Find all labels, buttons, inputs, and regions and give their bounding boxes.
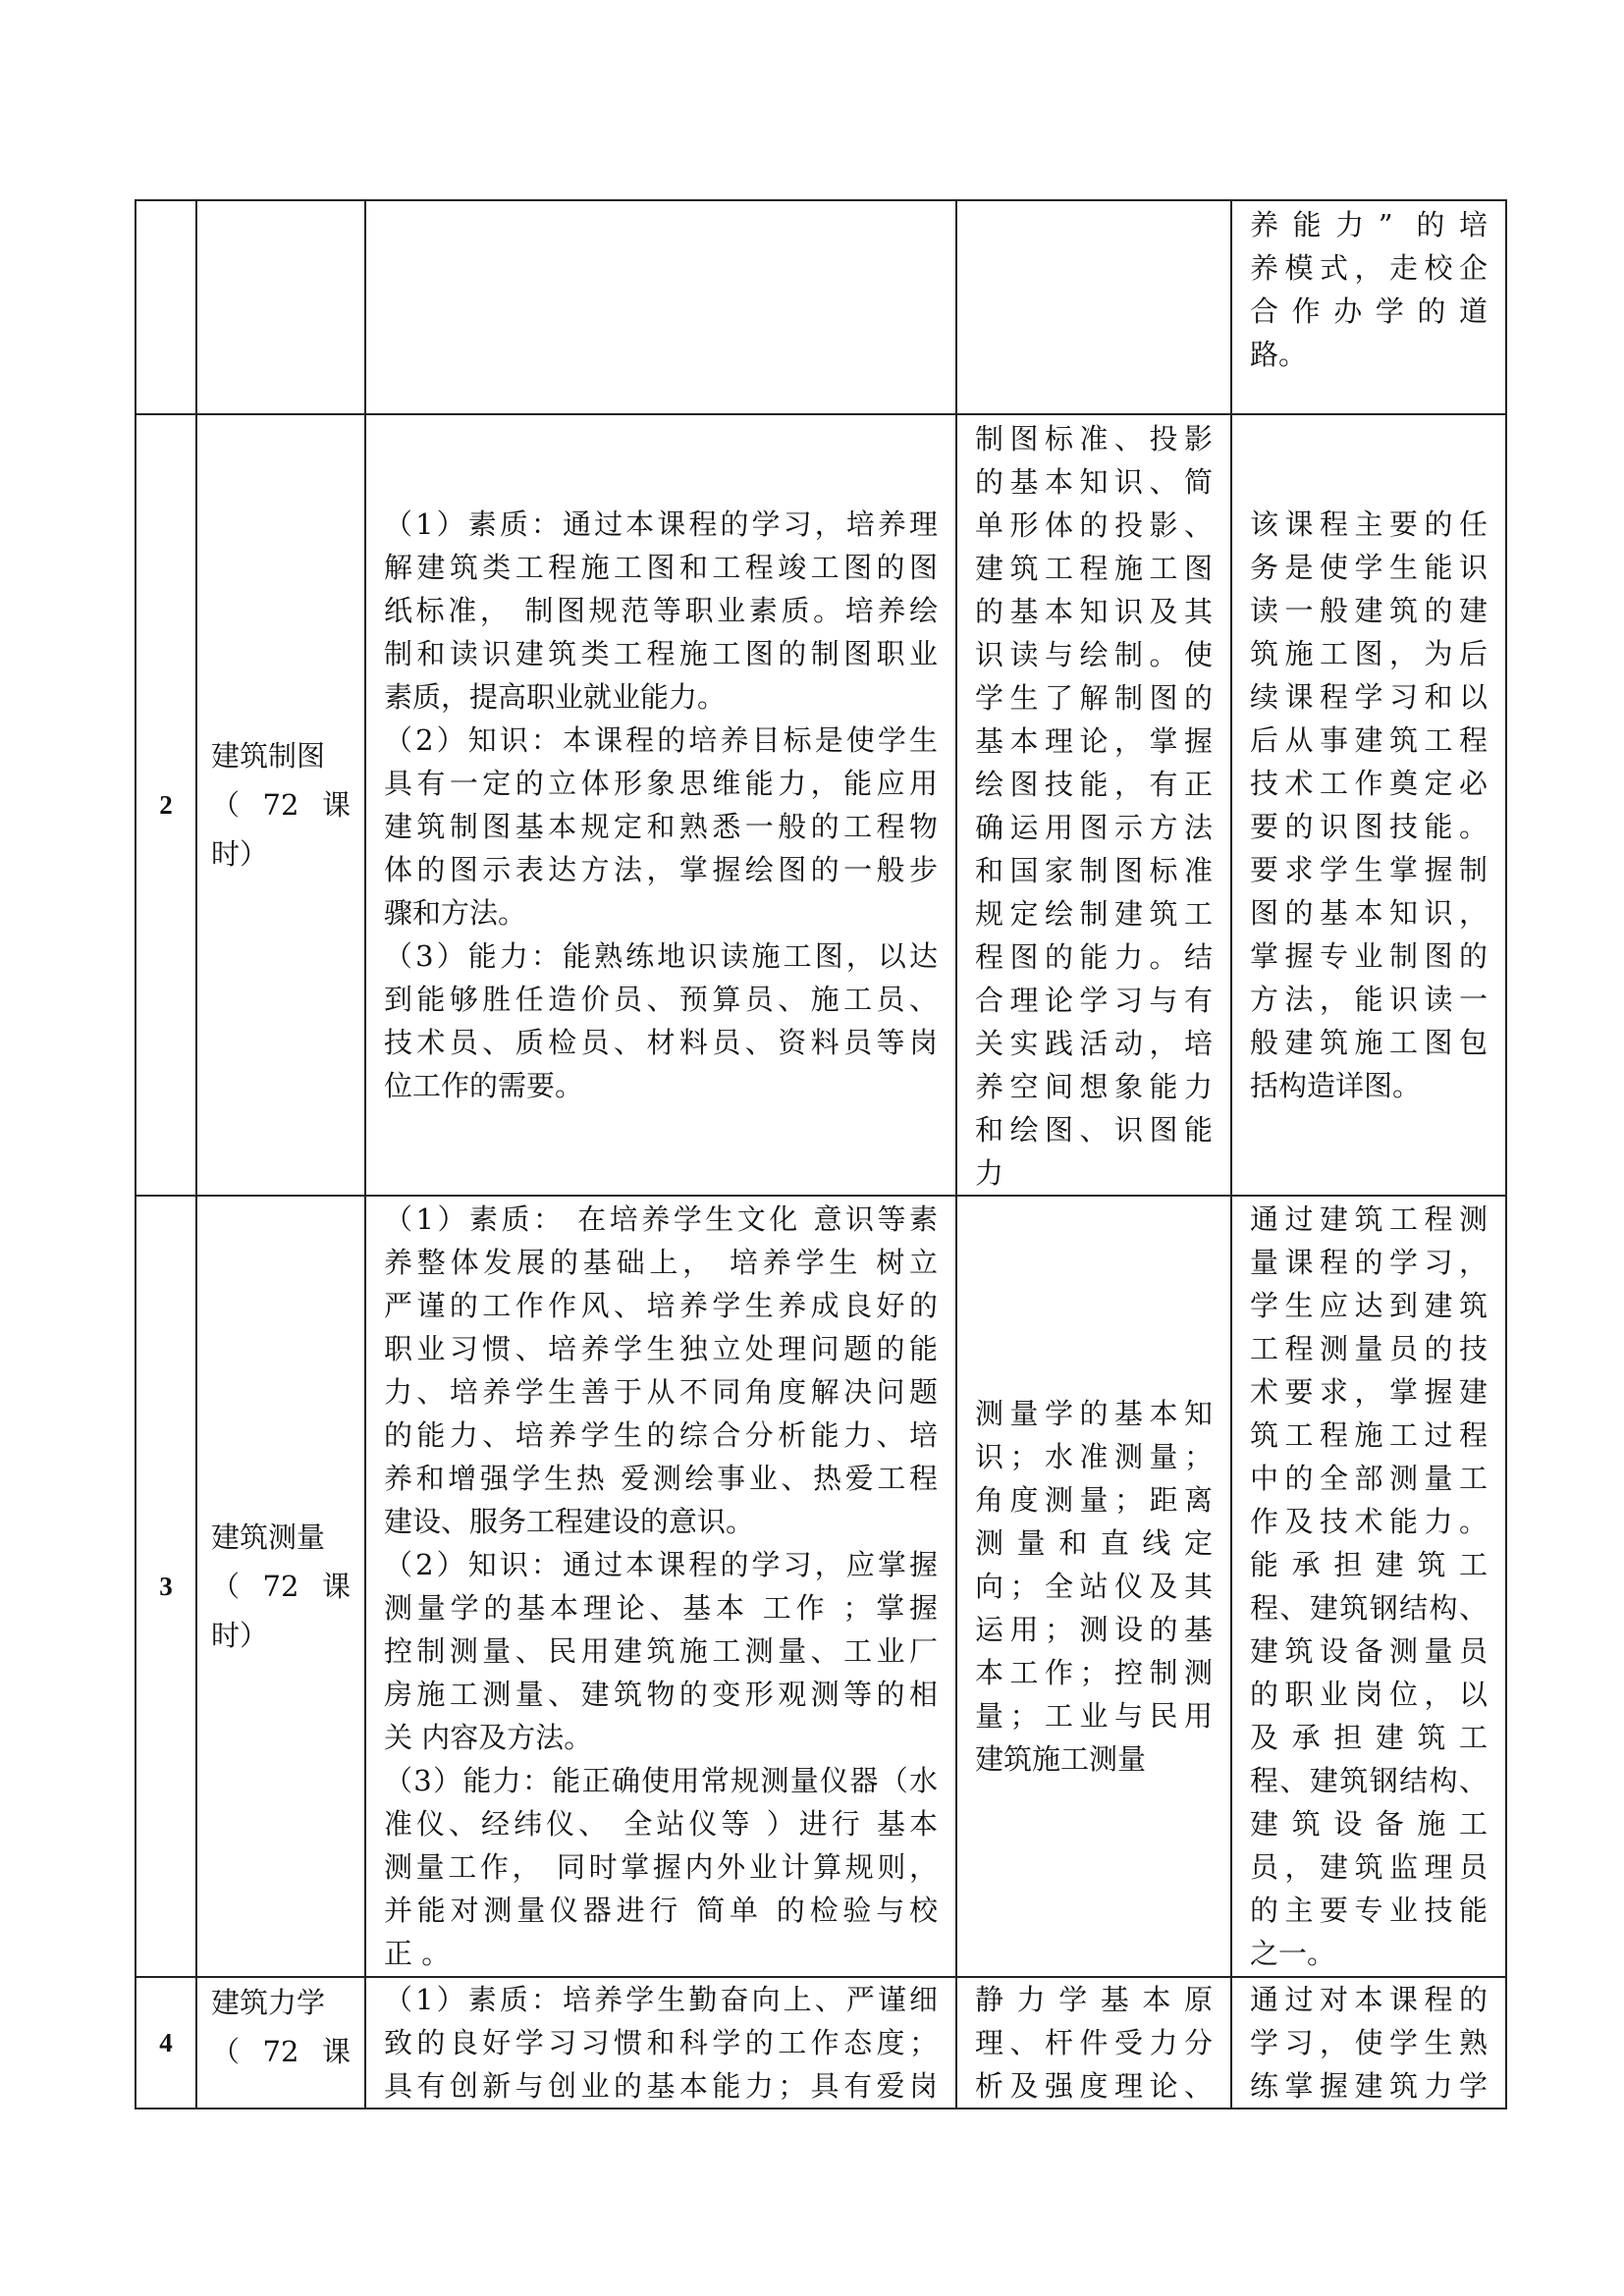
text-line: 该课程主要的任 (1250, 507, 1488, 541)
text-line: 建筑设备测量员 (1250, 1634, 1488, 1668)
table-row-continuation (135, 200, 1506, 414)
course-content-cell (956, 1196, 1231, 1977)
text-line: 确运用图示方法 (975, 811, 1213, 844)
course-hours (211, 1562, 351, 1611)
course-table (135, 199, 1507, 2109)
text-line: 要求学生掌握制 (1250, 853, 1488, 886)
text-line: 和国家制图标准 (975, 854, 1213, 887)
text-line: 位工作的需要。 (384, 1069, 584, 1102)
text-fragment: 课 (321, 1570, 351, 1603)
text-line: 并能对测量仪器进行 简单 的检验与校 (384, 1894, 938, 1927)
course-hours (211, 780, 351, 829)
text-line: 测量学的基本理论、基本 工作 ；掌握 (384, 1591, 938, 1625)
text-line: 之一。 (1250, 1937, 1336, 1970)
course-name: 建筑力学 (211, 1986, 326, 2019)
text-line: 正 。 (384, 1937, 451, 1970)
text-line: 掌握专业制图的 (1250, 939, 1488, 973)
text-line: 建筑设备施工 (1250, 1807, 1488, 1841)
text-line: 学习，使学生熟 (1250, 2026, 1488, 2059)
text-line: 和绘图、识图能 (975, 1113, 1213, 1147)
text-fragment: 72 (262, 788, 299, 822)
text-line: 建筑制图基本规定和熟悉一般的工程物 (384, 810, 938, 843)
course-hours-end: 时） (211, 1619, 269, 1652)
text-line: 制和读识建筑类工程施工图的制图职业 (384, 637, 938, 670)
text-line: 作及技术能力。 (1250, 1505, 1488, 1538)
text-line: （1）素质：通过本课程的学习，培养理 (384, 507, 938, 541)
course-content-cell (956, 200, 1231, 414)
text-line: 合理论学习与有 (975, 984, 1213, 1017)
text-line: 关实践活动，培 (975, 1027, 1213, 1060)
text-line: 纸标准， 制图规范等职业素质。培养绘 (384, 594, 938, 627)
text-line: 通过对本课程的 (1250, 1983, 1488, 2016)
text-line: 单形体的投影、 (975, 508, 1213, 542)
text-line: 绘图技能，有正 (975, 768, 1213, 801)
course-requirement-cell (1231, 1977, 1506, 2109)
table-row-course-2 (135, 414, 1506, 1196)
text-line: 养整体发展的基础上， 培养学生 树立 (384, 1246, 938, 1279)
text-line: 量；工业与民用 (975, 1699, 1213, 1733)
text-line: （3）能力：能正确使用常规测量仪器（水 (384, 1764, 938, 1797)
text-line: 测量工作， 同时掌握内外业计算规则， (384, 1850, 938, 1884)
row-number: 2 (135, 414, 196, 1196)
text-line: 控制测量、民用建筑施工测量、工业厂 (384, 1634, 938, 1668)
text-line: 通过建筑工程测 (1250, 1202, 1488, 1236)
text-line: 中的全部测量工 (1250, 1462, 1488, 1495)
course-name-cell (196, 1196, 365, 1977)
text-line: 体的图示表达方法，掌握绘图的一般步 (384, 853, 938, 886)
course-hours (211, 2027, 351, 2076)
text-line: 量课程的学习， (1250, 1246, 1488, 1279)
text-line: （1）素质： 在培养学生文化 意识等素 (384, 1202, 938, 1236)
text-line: 具有一定的立体形象思维能力，能应用 (384, 767, 938, 800)
course-name-cell (196, 200, 365, 414)
text-line: 制图标准、投影 (975, 422, 1213, 455)
text-line: 本工作；控制测 (975, 1656, 1213, 1689)
course-name: 建筑测量 (211, 1521, 326, 1554)
text-line: 读一般建筑的建 (1250, 594, 1488, 627)
text-line: （2）知识：通过本课程的学习，应掌握 (384, 1548, 938, 1581)
text-line: 务是使学生能识 (1250, 551, 1488, 584)
text-line: 测量学的基本知 (975, 1397, 1213, 1430)
table-row-course-4 (135, 1977, 1506, 2109)
text-line: 建设、服务工程建设的意识。 (384, 1505, 755, 1538)
text-fragment: 课 (321, 788, 351, 822)
text-line: 筑施工图，为后 (1250, 637, 1488, 670)
text-line: （2）知识：本课程的培养目标是使学生 (384, 723, 938, 757)
course-goal-cell (365, 200, 956, 414)
text-line: 图的基本知识， (1250, 896, 1488, 930)
text-line: 向；全站仪及其 (975, 1570, 1213, 1603)
text-line: 运用；测设的基 (975, 1613, 1213, 1646)
text-line: 工程测量员的技 (1250, 1332, 1488, 1365)
text-line: 后从事建筑工程 (1250, 723, 1488, 757)
text-line: 基本理论，掌握 (975, 724, 1213, 758)
text-line: 练掌握建筑力学 (1250, 2069, 1488, 2103)
row-number: 3 (135, 1196, 196, 1977)
text-line: 静力学基本原 (975, 1983, 1213, 2016)
text-fragment: （ (211, 1570, 241, 1603)
text-line: 路。 (1250, 338, 1308, 371)
text-line: 理、杆件受力分 (975, 2026, 1213, 2059)
text-line: 的能力、培养学生的综合分析能力、培 (384, 1418, 938, 1452)
text-line: 员，建筑监理员 (1250, 1850, 1488, 1884)
text-line: 严谨的工作作风、培养学生养成良好的 (384, 1289, 938, 1322)
text-line: 养能力” 的培 (1250, 208, 1488, 241)
text-line: 职业习惯、培养学生独立处理问题的能 (384, 1332, 938, 1365)
course-content-cell (956, 1977, 1231, 2109)
text-line: 测量和直线定 (975, 1526, 1213, 1560)
course-name-cell (196, 1977, 365, 2109)
text-fragment: 课 (321, 2035, 351, 2068)
text-line: 学生应达到建筑 (1250, 1289, 1488, 1322)
text-fragment: 72 (262, 1570, 299, 1603)
course-goal-cell (365, 414, 956, 1196)
text-line: 养和增强学生热 爱测绘事业、热爱工程 (384, 1462, 938, 1495)
text-line: 能承担建筑工 (1250, 1548, 1488, 1581)
text-line: 力、培养学生善于从不同角度解决问题 (384, 1375, 938, 1409)
text-line: 素质，提高职业就业能力。 (384, 680, 727, 714)
text-line: 程、建筑钢结构、 (1250, 1591, 1488, 1625)
text-line: 要的识图技能。 (1250, 810, 1488, 843)
row-number: 4 (135, 1977, 196, 2109)
course-requirement-cell (1231, 200, 1506, 414)
text-line: 识读与绘制。使 (975, 638, 1213, 671)
row-number-cell (135, 200, 196, 414)
text-line: 骤和方法。 (384, 896, 527, 930)
text-line: 方法，能识读一 (1250, 983, 1488, 1016)
text-line: 准仪、经纬仪、 全站仪等 ）进行 基本 (384, 1807, 938, 1841)
text-line: 关 内容及方法。 (384, 1721, 593, 1754)
text-line: 识；水准测量； (975, 1440, 1213, 1473)
text-line: 括构造详图。 (1250, 1069, 1422, 1102)
text-line: 建筑工程施工图 (975, 552, 1213, 585)
text-line: 技术工作奠定必 (1250, 767, 1488, 800)
text-line: （1）素质：培养学生勤奋向上、严谨细 (384, 1983, 938, 2016)
course-content-cell (956, 414, 1231, 1196)
text-line: 解建筑类工程施工图和工程竣工图的图 (384, 551, 938, 584)
text-line: 致的良好学习习惯和科学的工作态度； (384, 2026, 938, 2059)
text-line: 到能够胜任造价员、预算员、施工员、 (384, 983, 938, 1016)
text-line: 学生了解制图的 (975, 681, 1213, 715)
text-line: 的基本知识及其 (975, 595, 1213, 628)
text-line: 的主要专业技能 (1250, 1894, 1488, 1927)
text-line: 合作办学的道 (1250, 294, 1488, 328)
course-name: 建筑制图 (211, 739, 326, 773)
text-line: 规定绘制建筑工 (975, 897, 1213, 931)
text-fragment: 72 (262, 2035, 299, 2068)
text-fragment: （ (211, 2035, 241, 2068)
text-line: 角度测量；距离 (975, 1483, 1213, 1517)
text-line: 养空间想象能力 (975, 1070, 1213, 1103)
course-requirement-cell (1231, 1196, 1506, 1977)
text-line: 的职业岗位，以 (1250, 1678, 1488, 1711)
course-hours-end: 时） (211, 837, 269, 871)
text-line: 续课程学习和以 (1250, 680, 1488, 714)
text-line: 力 (975, 1156, 1004, 1190)
course-goal-cell (365, 1196, 956, 1977)
course-name-cell (196, 414, 365, 1196)
text-line: 筑工程施工过程 (1250, 1418, 1488, 1452)
course-requirement-cell (1231, 414, 1506, 1196)
text-line: 技术员、质检员、材料员、资料员等岗 (384, 1026, 938, 1059)
text-line: 及承担建筑工 (1250, 1721, 1488, 1754)
text-line: （3）能力：能熟练地识读施工图，以达 (384, 939, 938, 973)
text-line: 析及强度理论、 (975, 2069, 1213, 2103)
text-fragment: （ (211, 788, 241, 822)
text-line: 房施工测量、建筑物的变形观测等的相 (384, 1678, 938, 1711)
text-line: 程图的能力。结 (975, 940, 1213, 974)
table-row-course-3 (135, 1196, 1506, 1977)
text-line: 建筑施工测量 (975, 1742, 1147, 1776)
text-line: 具有创新与创业的基本能力；具有爱岗 (384, 2069, 938, 2103)
text-line: 程、建筑钢结构、 (1250, 1764, 1488, 1797)
course-goal-cell (365, 1977, 956, 2109)
text-line: 的基本知识、简 (975, 465, 1213, 499)
text-line: 般建筑施工图包 (1250, 1026, 1488, 1059)
text-line: 养模式，走校企 (1250, 251, 1488, 285)
text-line: 术要求，掌握建 (1250, 1375, 1488, 1409)
